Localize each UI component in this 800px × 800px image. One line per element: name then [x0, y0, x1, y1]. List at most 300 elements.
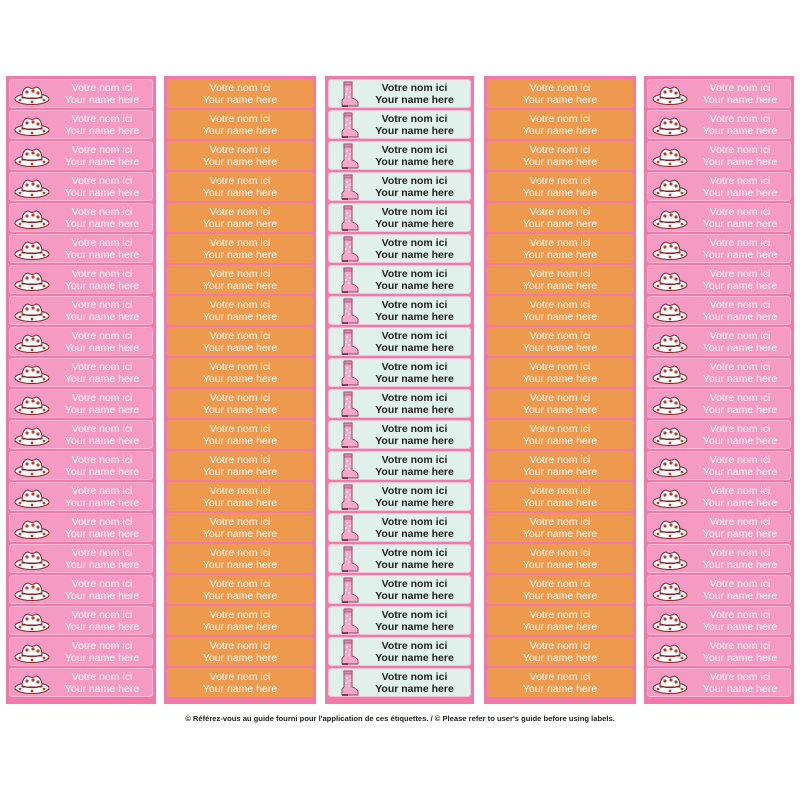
cowboy-boot-icon [339, 453, 359, 480]
label-line-french: Votre nom ici [71, 546, 133, 559]
label-line-english: Your name here [202, 558, 278, 571]
label-line-french: Votre nom ici [381, 515, 448, 528]
label-line-french: Votre nom ici [709, 236, 771, 249]
name-label [167, 296, 313, 325]
label-line-english: Your name here [702, 403, 778, 416]
name-label [647, 265, 791, 294]
label-line-french: Votre nom ici [71, 639, 133, 652]
label-text [363, 485, 466, 508]
label-line-french: Votre nom ici [381, 360, 448, 373]
label-line-english: Your name here [522, 651, 598, 664]
label-line-english: Your name here [375, 124, 454, 137]
label-line-french: Votre nom ici [529, 453, 591, 466]
label-line-french: Votre nom ici [381, 205, 448, 218]
name-label [647, 482, 791, 511]
label-text [694, 423, 786, 446]
label-line-english: Your name here [522, 589, 598, 602]
label-line-english: Your name here [375, 279, 454, 292]
label-line-french: Votre nom ici [209, 608, 271, 621]
label-line-english: Your name here [202, 124, 278, 137]
label-text [487, 360, 633, 385]
label-text [56, 237, 148, 260]
label-line-english: Your name here [64, 620, 140, 633]
label-text [167, 515, 313, 540]
label-line-english: Your name here [702, 372, 778, 385]
label-text [487, 205, 633, 230]
label-line-english: Your name here [202, 589, 278, 602]
label-text [167, 360, 313, 385]
label-line-english: Your name here [375, 341, 454, 354]
label-line-english: Your name here [522, 372, 598, 385]
cowboy-hat-icon [652, 672, 688, 695]
label-line-english: Your name here [522, 217, 598, 230]
label-line-english: Your name here [522, 434, 598, 447]
name-label [487, 668, 633, 697]
label-line-english: Your name here [64, 682, 140, 695]
name-label [9, 110, 153, 139]
cowboy-boot-icon [339, 143, 359, 170]
label-line-french: Votre nom ici [209, 515, 271, 528]
name-label [487, 141, 633, 170]
label-text [694, 206, 786, 229]
cowboy-hat-icon [652, 331, 688, 354]
label-text [167, 391, 313, 416]
label-text [167, 577, 313, 602]
label-text [56, 268, 148, 291]
label-text [56, 392, 148, 415]
label-text [167, 236, 313, 261]
label-line-english: Your name here [522, 93, 598, 106]
label-text [487, 484, 633, 509]
cowboy-boot-icon [339, 329, 359, 356]
label-line-english: Your name here [702, 558, 778, 571]
name-label [9, 79, 153, 108]
name-label [328, 606, 471, 635]
label-text [167, 639, 313, 664]
label-line-french: Votre nom ici [381, 453, 448, 466]
label-text [487, 577, 633, 602]
label-text [363, 361, 466, 384]
name-label [328, 544, 471, 573]
cowboy-boot-icon [339, 112, 359, 139]
label-text [487, 546, 633, 571]
label-line-french: Votre nom ici [71, 453, 133, 466]
label-line-english: Your name here [522, 279, 598, 292]
name-label [647, 141, 791, 170]
label-text [487, 453, 633, 478]
label-text [56, 82, 148, 105]
cowboy-boot-icon [339, 391, 359, 418]
label-text [694, 547, 786, 570]
label-text [694, 82, 786, 105]
cowboy-boot-icon [339, 267, 359, 294]
name-label [487, 513, 633, 542]
label-line-french: Votre nom ici [71, 360, 133, 373]
label-line-english: Your name here [64, 124, 140, 137]
label-line-english: Your name here [522, 465, 598, 478]
label-line-english: Your name here [64, 527, 140, 540]
label-line-french: Votre nom ici [381, 546, 448, 559]
label-text [56, 454, 148, 477]
label-line-english: Your name here [64, 310, 140, 323]
label-text [363, 454, 466, 477]
label-text [363, 113, 466, 136]
label-text [363, 82, 466, 105]
label-text [487, 236, 633, 261]
label-line-english: Your name here [702, 155, 778, 168]
label-text [487, 81, 633, 106]
name-label [328, 327, 471, 356]
label-line-english: Your name here [702, 434, 778, 447]
label-text [56, 206, 148, 229]
name-label [647, 637, 791, 666]
name-label [328, 575, 471, 604]
label-line-french: Votre nom ici [209, 577, 271, 590]
label-text [363, 144, 466, 167]
label-text [487, 639, 633, 664]
label-line-english: Your name here [64, 186, 140, 199]
label-line-english: Your name here [522, 248, 598, 261]
cowboy-boot-icon [339, 236, 359, 263]
label-line-english: Your name here [702, 496, 778, 509]
cowboy-hat-icon [14, 548, 50, 571]
label-text [694, 454, 786, 477]
label-line-french: Votre nom ici [709, 205, 771, 218]
label-text [56, 547, 148, 570]
label-line-english: Your name here [202, 93, 278, 106]
label-line-english: Your name here [64, 341, 140, 354]
name-label [328, 296, 471, 325]
label-line-english: Your name here [64, 403, 140, 416]
label-line-french: Votre nom ici [71, 112, 133, 125]
label-text [363, 299, 466, 322]
cowboy-boot-icon [339, 360, 359, 387]
label-line-english: Your name here [522, 341, 598, 354]
cowboy-hat-icon [652, 269, 688, 292]
label-line-french: Votre nom ici [381, 639, 448, 652]
cowboy-hat-icon [14, 176, 50, 199]
label-line-french: Votre nom ici [209, 267, 271, 280]
label-line-english: Your name here [202, 341, 278, 354]
label-text [167, 143, 313, 168]
label-line-french: Votre nom ici [709, 422, 771, 435]
label-line-english: Your name here [64, 217, 140, 230]
label-line-french: Votre nom ici [209, 391, 271, 404]
name-label [9, 513, 153, 542]
label-line-french: Votre nom ici [381, 577, 448, 590]
label-text [694, 485, 786, 508]
label-line-english: Your name here [702, 217, 778, 230]
label-line-french: Votre nom ici [709, 546, 771, 559]
label-line-english: Your name here [64, 496, 140, 509]
name-label [9, 575, 153, 604]
label-line-english: Your name here [375, 558, 454, 571]
label-line-english: Your name here [375, 651, 454, 664]
cowboy-boot-icon [339, 174, 359, 201]
label-text [56, 609, 148, 632]
label-line-english: Your name here [375, 155, 454, 168]
cowboy-hat-icon [652, 486, 688, 509]
name-label [487, 482, 633, 511]
name-label [167, 668, 313, 697]
label-line-english: Your name here [522, 310, 598, 323]
label-line-french: Votre nom ici [209, 174, 271, 187]
label-line-english: Your name here [522, 620, 598, 633]
label-text [694, 671, 786, 694]
name-label [647, 606, 791, 635]
cowboy-hat-icon [652, 207, 688, 230]
name-label [9, 234, 153, 263]
label-line-french: Votre nom ici [209, 143, 271, 156]
label-line-french: Votre nom ici [709, 112, 771, 125]
name-label [167, 389, 313, 418]
label-line-french: Votre nom ici [71, 205, 133, 218]
label-line-english: Your name here [375, 496, 454, 509]
label-text [694, 609, 786, 632]
label-text [363, 609, 466, 632]
label-line-english: Your name here [522, 186, 598, 199]
label-line-french: Votre nom ici [529, 81, 591, 94]
name-label [487, 203, 633, 232]
label-line-english: Your name here [522, 558, 598, 571]
label-line-french: Votre nom ici [709, 267, 771, 280]
cowboy-hat-icon [652, 393, 688, 416]
label-line-english: Your name here [522, 155, 598, 168]
label-text [56, 423, 148, 446]
name-label [647, 358, 791, 387]
label-line-french: Votre nom ici [381, 608, 448, 621]
label-text [694, 392, 786, 415]
label-line-french: Votre nom ici [381, 112, 448, 125]
name-label [647, 668, 791, 697]
label-line-english: Your name here [202, 186, 278, 199]
name-label [9, 141, 153, 170]
label-line-english: Your name here [522, 496, 598, 509]
label-text [487, 670, 633, 695]
name-label [647, 389, 791, 418]
label-line-english: Your name here [375, 527, 454, 540]
label-line-english: Your name here [64, 651, 140, 664]
name-label [167, 513, 313, 542]
label-text [363, 578, 466, 601]
name-label [328, 203, 471, 232]
cowboy-hat-icon [14, 269, 50, 292]
cowboy-hat-icon [14, 610, 50, 633]
label-line-french: Votre nom ici [529, 639, 591, 652]
label-line-french: Votre nom ici [209, 298, 271, 311]
label-line-french: Votre nom ici [71, 391, 133, 404]
cowboy-hat-icon [14, 517, 50, 540]
name-label [487, 327, 633, 356]
cowboy-hat-icon [14, 424, 50, 447]
label-line-english: Your name here [202, 465, 278, 478]
label-text [167, 329, 313, 354]
label-text [487, 267, 633, 292]
cowboy-hat-icon [14, 83, 50, 106]
label-line-french: Votre nom ici [709, 608, 771, 621]
name-label [487, 296, 633, 325]
label-line-english: Your name here [64, 589, 140, 602]
label-line-french: Votre nom ici [709, 391, 771, 404]
name-label [328, 358, 471, 387]
label-line-french: Votre nom ici [209, 546, 271, 559]
label-text [363, 330, 466, 353]
cowboy-hat-icon [652, 176, 688, 199]
label-line-french: Votre nom ici [71, 267, 133, 280]
label-line-english: Your name here [64, 155, 140, 168]
label-line-english: Your name here [702, 341, 778, 354]
cowboy-boot-icon [339, 515, 359, 542]
label-column-1 [6, 76, 156, 704]
label-text [56, 330, 148, 353]
label-line-english: Your name here [702, 651, 778, 664]
cowboy-hat-icon [14, 238, 50, 261]
label-text [694, 330, 786, 353]
cowboy-hat-icon [652, 610, 688, 633]
label-line-english: Your name here [702, 527, 778, 540]
label-line-english: Your name here [64, 248, 140, 261]
label-line-french: Votre nom ici [71, 484, 133, 497]
cowboy-boot-icon [339, 81, 359, 108]
label-line-french: Votre nom ici [209, 484, 271, 497]
cowboy-boot-icon [339, 484, 359, 511]
label-text [363, 671, 466, 694]
label-line-english: Your name here [64, 558, 140, 571]
label-line-english: Your name here [202, 651, 278, 664]
label-text [487, 422, 633, 447]
label-text [694, 175, 786, 198]
cowboy-boot-icon [339, 577, 359, 604]
label-line-french: Votre nom ici [71, 81, 133, 94]
name-label [328, 389, 471, 418]
label-line-french: Votre nom ici [209, 422, 271, 435]
label-line-french: Votre nom ici [529, 391, 591, 404]
label-line-french: Votre nom ici [71, 298, 133, 311]
label-line-english: Your name here [702, 589, 778, 602]
label-column-5 [644, 76, 794, 704]
label-line-english: Your name here [202, 155, 278, 168]
label-line-french: Votre nom ici [381, 143, 448, 156]
label-line-english: Your name here [202, 403, 278, 416]
label-text [487, 329, 633, 354]
label-line-french: Votre nom ici [209, 112, 271, 125]
name-label [9, 637, 153, 666]
label-line-english: Your name here [375, 217, 454, 230]
label-line-french: Votre nom ici [529, 608, 591, 621]
label-text [363, 206, 466, 229]
label-line-english: Your name here [522, 124, 598, 137]
name-label [167, 172, 313, 201]
name-label [167, 358, 313, 387]
label-text [167, 112, 313, 137]
label-line-english: Your name here [202, 620, 278, 633]
label-line-french: Votre nom ici [71, 174, 133, 187]
label-text [167, 608, 313, 633]
name-label [167, 234, 313, 263]
label-text [56, 640, 148, 663]
label-line-english: Your name here [702, 248, 778, 261]
label-line-english: Your name here [522, 403, 598, 416]
label-text [694, 237, 786, 260]
label-line-english: Your name here [375, 248, 454, 261]
label-line-french: Votre nom ici [529, 360, 591, 373]
label-line-english: Your name here [375, 372, 454, 385]
label-text [56, 671, 148, 694]
name-label [9, 389, 153, 418]
label-line-english: Your name here [375, 465, 454, 478]
cowboy-hat-icon [14, 114, 50, 137]
name-label [487, 234, 633, 263]
name-label [487, 420, 633, 449]
label-line-french: Votre nom ici [71, 670, 133, 683]
cowboy-hat-icon [652, 83, 688, 106]
label-line-english: Your name here [375, 186, 454, 199]
label-line-french: Votre nom ici [529, 670, 591, 683]
label-line-french: Votre nom ici [709, 298, 771, 311]
label-line-french: Votre nom ici [529, 546, 591, 559]
label-text [167, 267, 313, 292]
name-label [328, 451, 471, 480]
name-label [328, 513, 471, 542]
label-text [363, 640, 466, 663]
name-label [328, 668, 471, 697]
label-text [487, 608, 633, 633]
cowboy-hat-icon [14, 300, 50, 323]
cowboy-hat-icon [652, 238, 688, 261]
name-label [328, 637, 471, 666]
name-label [487, 575, 633, 604]
cowboy-hat-icon [652, 455, 688, 478]
name-label [487, 606, 633, 635]
label-line-english: Your name here [202, 248, 278, 261]
label-line-french: Votre nom ici [709, 81, 771, 94]
label-line-english: Your name here [702, 310, 778, 323]
label-line-english: Your name here [702, 620, 778, 633]
cowboy-boot-icon [339, 546, 359, 573]
label-text [167, 298, 313, 323]
label-line-french: Votre nom ici [709, 639, 771, 652]
cowboy-hat-icon [14, 672, 50, 695]
footer-note: © Référez-vous au guide fourni pour l'application de ces étiquettes. / © Please refer to user's guide before using labels. [185, 714, 615, 723]
label-text [694, 144, 786, 167]
label-text [694, 516, 786, 539]
cowboy-boot-icon [339, 298, 359, 325]
label-line-french: Votre nom ici [709, 174, 771, 187]
label-text [487, 174, 633, 199]
label-line-english: Your name here [375, 589, 454, 602]
label-line-english: Your name here [202, 682, 278, 695]
cowboy-boot-icon [339, 670, 359, 697]
label-line-french: Votre nom ici [209, 81, 271, 94]
label-text [167, 546, 313, 571]
name-label [167, 451, 313, 480]
label-line-french: Votre nom ici [71, 577, 133, 590]
cowboy-hat-icon [652, 548, 688, 571]
label-text [487, 298, 633, 323]
label-line-english: Your name here [702, 124, 778, 137]
label-text [363, 175, 466, 198]
label-line-english: Your name here [202, 496, 278, 509]
cowboy-hat-icon [652, 641, 688, 664]
name-label [9, 668, 153, 697]
cowboy-boot-icon [339, 608, 359, 635]
name-label [9, 482, 153, 511]
name-label [328, 482, 471, 511]
label-text [694, 299, 786, 322]
name-label [487, 358, 633, 387]
label-line-french: Votre nom ici [209, 329, 271, 342]
name-label [167, 575, 313, 604]
